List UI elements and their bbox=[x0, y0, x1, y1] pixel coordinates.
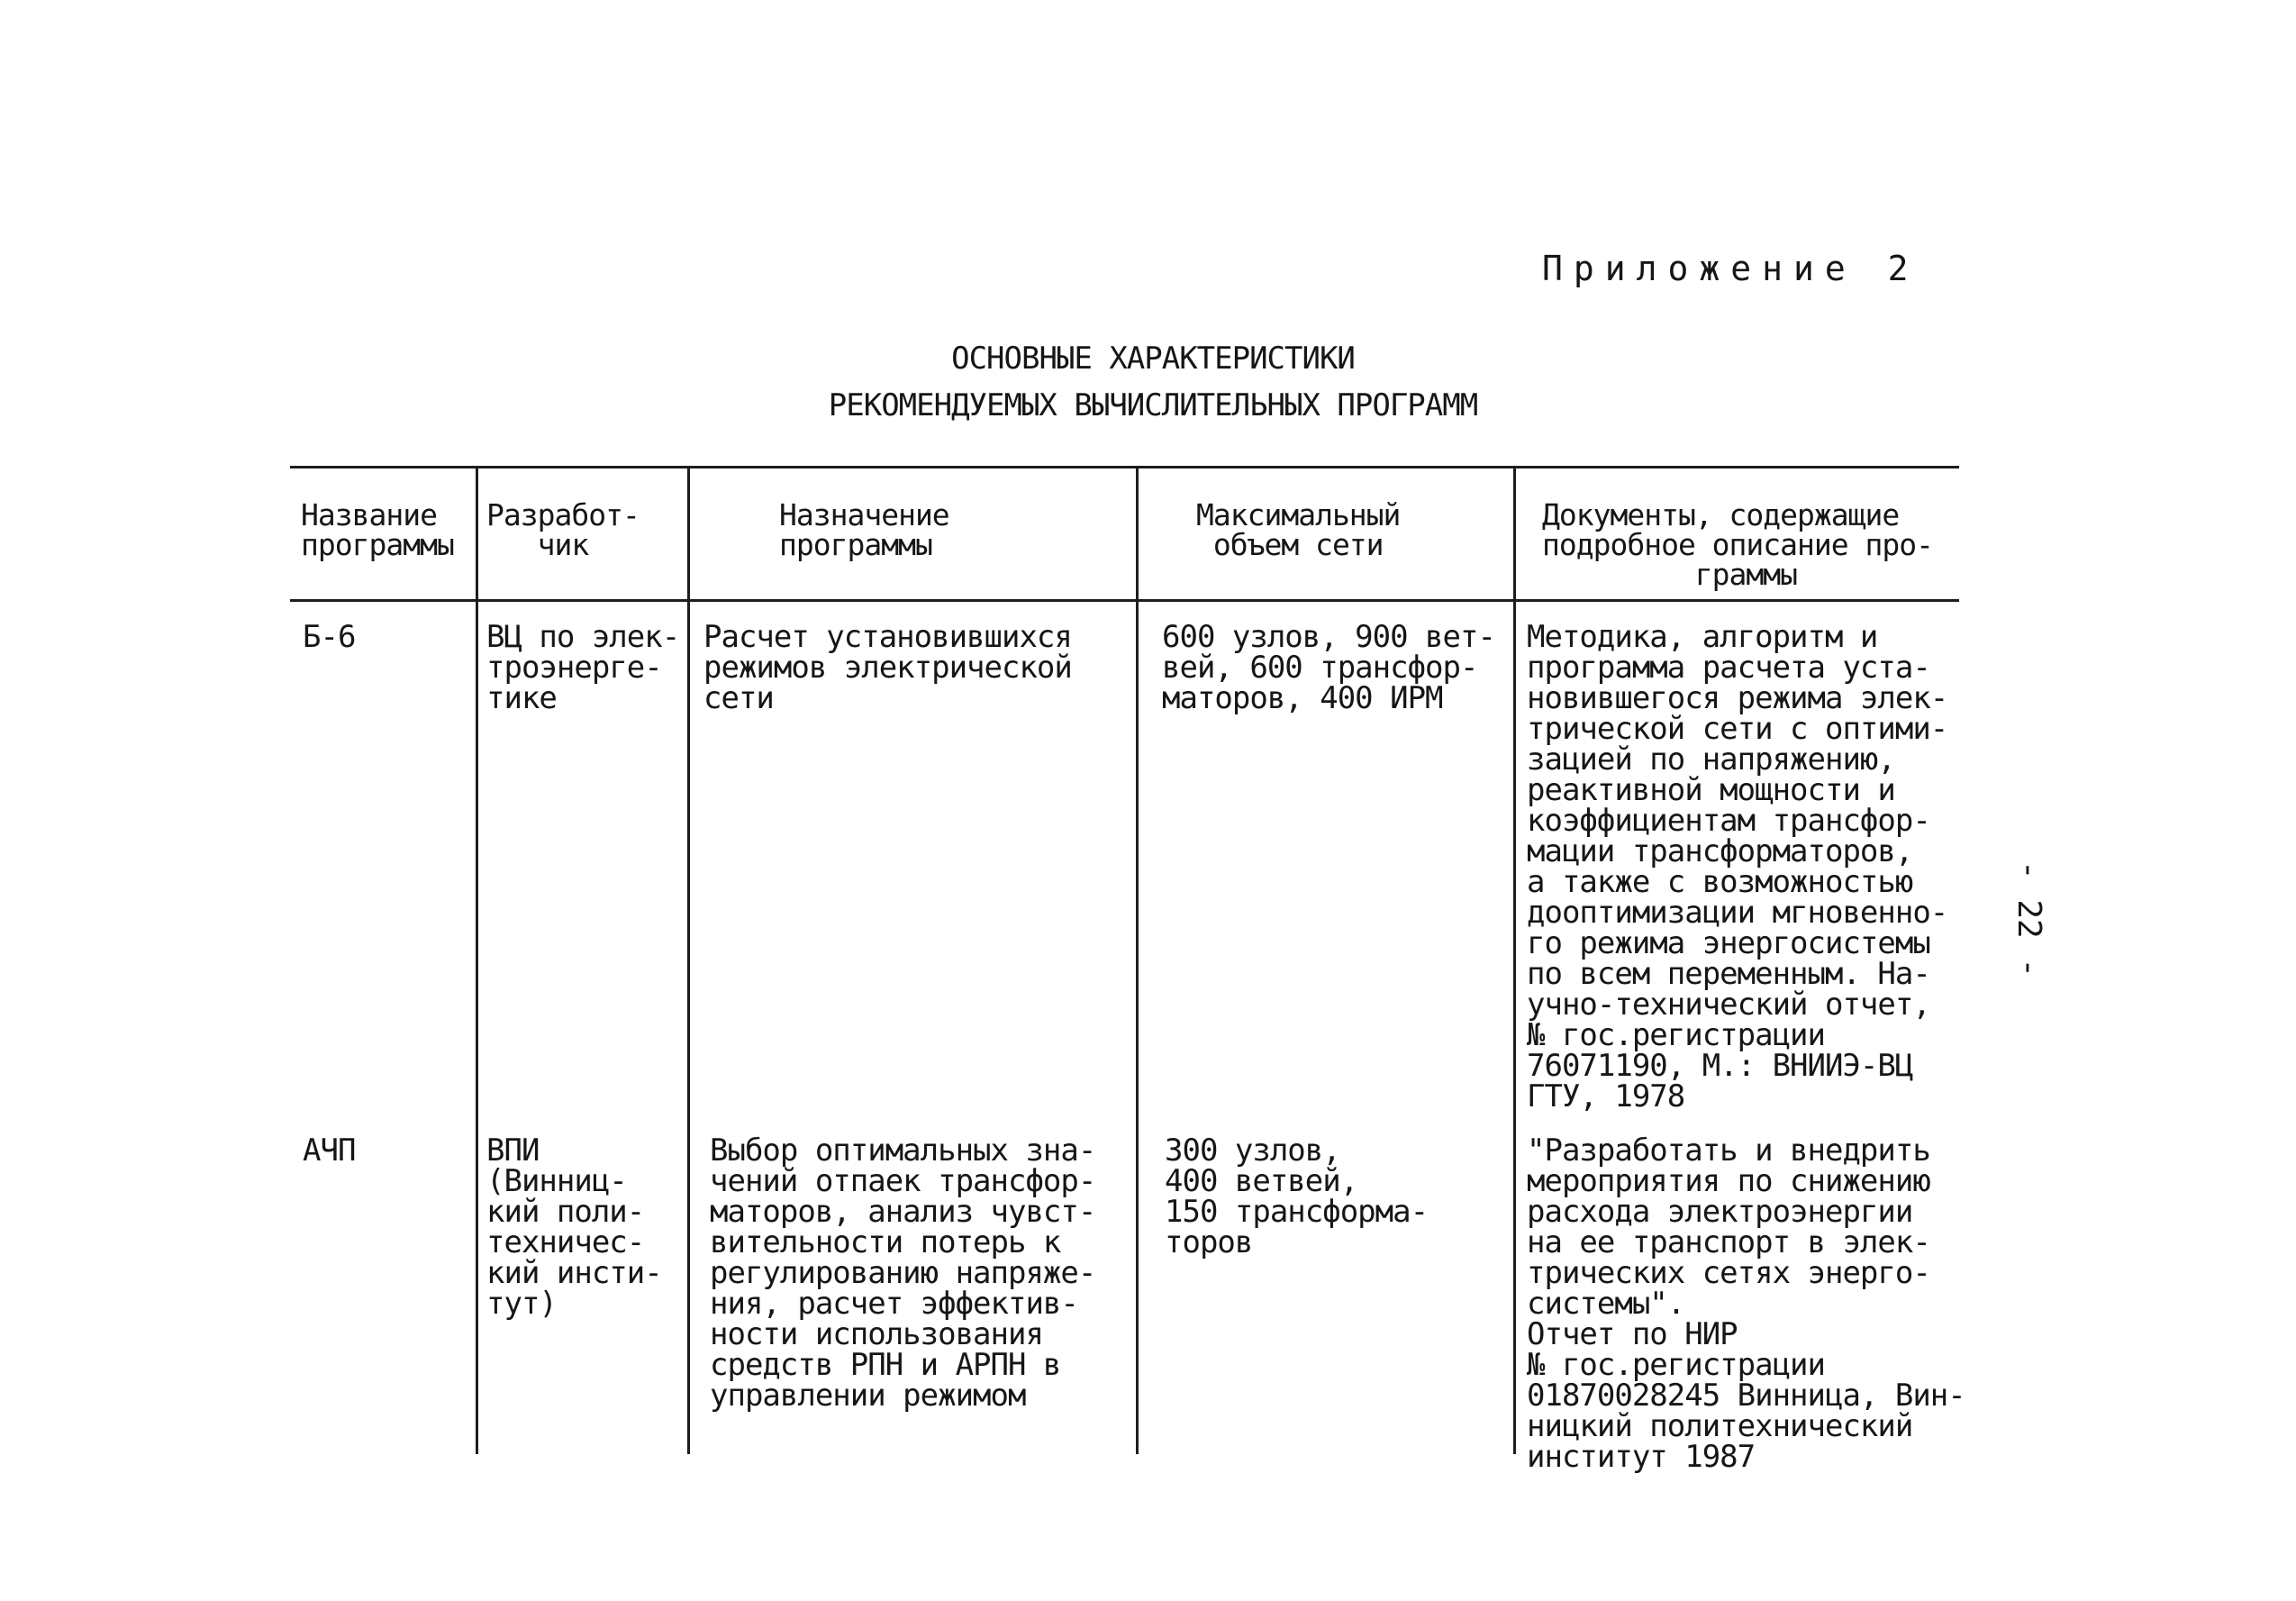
page-number: - 22 - bbox=[2010, 860, 2047, 978]
row-1-program-name: Б-6 bbox=[303, 619, 356, 655]
row-2-network-size: 300 узлов, 400 ветвей, 150 трансформа- торов bbox=[1165, 1133, 1429, 1260]
table-header-rule bbox=[290, 599, 1959, 602]
row-1-developer: ВЦ по элек- троэнерге- тике bbox=[486, 619, 680, 716]
document-title-line-1: ОСНОВНЫЕ ХАРАКТЕРИСТИКИ bbox=[951, 341, 1355, 377]
header-documents: Документы, содержащие подробное описание про- граммы bbox=[1542, 497, 1933, 592]
row-1-network-size: 600 узлов, 900 вет- вей, 600 трансфор- маторов, 400 ИРМ bbox=[1162, 619, 1495, 716]
document-title-line-2: РЕКОМЕНДУЕМЫХ ВЫЧИСЛИТЕЛЬНЫХ ПРОГРАММ bbox=[828, 387, 1478, 423]
row-1-purpose: Расчет установившихся режимов электрической сети bbox=[703, 619, 1072, 716]
row-2-documents: "Разработать и внедрить мероприятия по снижению расхода электроэнергии на ее транспорт в элек- трических сетях энерго- системы". Отчет по НИР № гос.регистрации 01870028245 Винница, Вин- ницкий политехнический институт 1987 bbox=[1527, 1133, 1965, 1475]
column-divider-2 bbox=[687, 466, 690, 1454]
header-developer: Разработ- чик bbox=[486, 497, 640, 562]
header-network-size: Максимальный объем сети bbox=[1196, 497, 1401, 562]
column-divider-4 bbox=[1513, 466, 1516, 1454]
appendix-label: Приложение 2 bbox=[1542, 249, 1919, 288]
header-purpose: Назначение программы bbox=[779, 497, 949, 562]
row-2-program-name: АЧП bbox=[303, 1133, 356, 1169]
row-1-documents: Методика, алгоритм и программа расчета уста- новившегося режима элек- трической сети с оптими- зацией по напряжению, реактивной мощности и коэффициентам трансфор- мации трансформаторов, а также с возможностью дооптимизации мгновенно- го режима энергосистемы по всем переменным. На- учно-технический отчет, № гос.регистрации 76071190, М.: ВНИИЭ-ВЦ ГТУ, 1978 bbox=[1527, 619, 1948, 1114]
column-divider-1 bbox=[476, 466, 478, 1454]
row-2-purpose: Выбор оптимальных зна- чений отпаек трансфор- маторов, анализ чувст- вительности потерь к регулированию напряже- ния, расчет эффектив- ности использования средств РПН и АРПН в управлении режимом bbox=[710, 1133, 1096, 1414]
row-2-developer: ВПИ (Винниц- кий поли- техничес- кий инсти- тут) bbox=[486, 1133, 662, 1322]
header-program-name: Название программы bbox=[301, 497, 454, 562]
column-divider-3 bbox=[1136, 466, 1139, 1454]
table-top-rule bbox=[290, 466, 1959, 468]
